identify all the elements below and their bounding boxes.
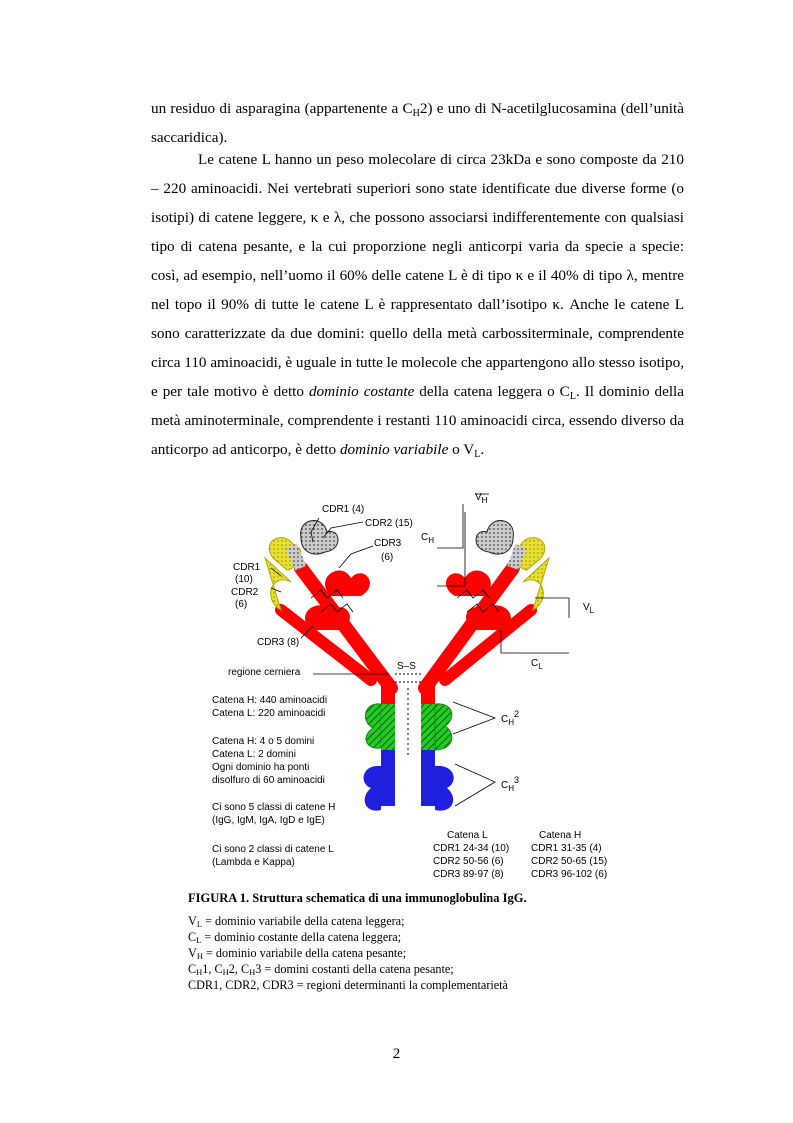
igg-figure xyxy=(201,488,633,884)
p1-text-b: 2) e uno di N-acetilglucosamina (dell’unità saccaridica). xyxy=(151,100,684,146)
table-cell: CDR1 24-34 (10) xyxy=(433,843,510,854)
igg-diagram xyxy=(201,488,633,884)
label-ch: $C_H$ xyxy=(421,532,435,545)
p2-text-a: Le catene L hanno un peso molecolare di circa 23kDa e sono composte da 210 – 220 aminoacidi. Nei vertebrati superiori sono state identificate due diverse forme (o isotipi) di catene leggere, κ e λ, che possono associarsi indifferentemente con qualsiasi tipo di catena pesante, e la cui proporzione negli anticorpi varia da specie a specie: così, ad esempio, nell’uomo il 60% delle catene L è di tipo κ e il 40% di tipo λ, mentre nel topo il 90% di tutte le catene L è rappresentato dall’isotipo κ. Anche le catene L sono caratterizzate da due domini: quello della metà carbossiterminale, comprendente circa 110 aminoacidi, è uguale in tutte le molecole che appartengono allo stesso isotipo, e per tale motivo è detto xyxy=(151,151,684,400)
table-cell: CDR2 50-56 (6) xyxy=(433,856,504,867)
note-line: Ci sono 5 classi di catene H xyxy=(212,802,336,813)
label-ch3: $C_H3$ xyxy=(501,775,520,793)
note-line: (IgG, IgM, IgA, IgD e IgE) xyxy=(212,815,325,826)
label-vl: $V_L$ xyxy=(583,602,595,615)
table-cell: CDR3 89-97 (8) xyxy=(433,869,504,880)
label-cdr1-top: CDR1 (4) xyxy=(322,504,365,515)
label-cdr2-top: CDR2 (15) xyxy=(365,518,413,529)
note-line: Ci sono 2 classi di catene L xyxy=(212,844,334,855)
legend-line: $V_H$ = dominio variabile della catena pesante; xyxy=(188,946,407,961)
table-header-l: Catena L xyxy=(447,830,488,841)
label-cdr1-left-n: (10) xyxy=(235,574,253,585)
legend-line: CDR1, CDR2, CDR3 = regioni determinanti la complementarietà xyxy=(188,978,508,992)
note-line: Catena L: 2 domini xyxy=(212,749,296,760)
table-cell: CDR3 96-102 (6) xyxy=(531,869,608,880)
legend-line: $C_L$ = dominio costante della catena leggera; xyxy=(188,930,402,945)
paragraph-2 xyxy=(151,145,684,464)
table-cell: CDR1 31-35 (4) xyxy=(531,843,602,854)
table-header-h: Catena H xyxy=(539,830,582,841)
label-cdr2-left-n: (6) xyxy=(235,599,248,610)
legend-line: $C_H1$, $C_H2$, $C_H3 = domini$ costanti della catena pesante; xyxy=(188,962,454,977)
p1-subscript: H xyxy=(412,108,420,119)
note-line: Catena H: 440 aminoacidi xyxy=(212,695,328,706)
paragraph-1 xyxy=(151,94,684,152)
label-cdr3-top-n: (6) xyxy=(381,552,394,563)
ss-label: S–S xyxy=(397,661,416,672)
page-number: 2 xyxy=(392,1046,401,1062)
table-cell: CDR2 50-65 (15) xyxy=(531,856,608,867)
cdr-table xyxy=(433,830,607,880)
p2-text-d: o V xyxy=(448,441,475,458)
diagram-labels xyxy=(228,492,595,793)
p2-text-c: . Il dominio della metà aminoterminale, comprendente i restanti 110 aminoacidi circa, essendo diverso da anticorpo ad anticorpo, è detto xyxy=(151,383,685,458)
label-cl: $C_L$ xyxy=(531,658,543,671)
label-vh: $V_H$ xyxy=(475,492,488,505)
label-cdr3-top: CDR3 xyxy=(374,538,402,549)
p2-text-e: . xyxy=(480,441,485,458)
note-line: (Lambda e Kappa) xyxy=(212,857,295,868)
note-line: Catena L: 220 aminoacidi xyxy=(212,708,326,719)
label-ch2: $C_H2$ xyxy=(501,709,520,727)
note-line: disolfuro di 60 aminoacidi xyxy=(212,775,325,786)
legend-line: $V_L$ = dominio variabile della catena leggera; xyxy=(188,914,405,929)
note-line: Catena H: 4 o 5 domini xyxy=(212,736,315,747)
p2-em-dominio-costante: dominio costante xyxy=(308,383,415,400)
label-hinge: regione cerniera xyxy=(228,667,301,678)
p2-subscript-2: L xyxy=(474,449,481,460)
label-cdr1-left: CDR1 xyxy=(233,562,261,573)
label-cdr3-left: CDR3 (8) xyxy=(257,637,300,648)
figure-legend xyxy=(188,913,508,993)
left-fab-arm xyxy=(265,521,394,688)
p2-subscript-1: L xyxy=(569,391,576,402)
disulfide-hinge xyxy=(395,661,421,758)
figure-caption: FIGURA 1. Struttura schematica di una immunoglobulina IgG. xyxy=(188,891,527,905)
label-cdr2-left: CDR2 xyxy=(231,587,259,598)
p2-text-b: della catena leggera o C xyxy=(414,383,570,400)
figure-notes xyxy=(212,695,335,868)
p2-em-dominio-variabile: dominio variabile xyxy=(339,441,449,458)
p1-text-a: un residuo di asparagina (appartenente a C xyxy=(151,100,413,117)
note-line: Ogni dominio ha ponti xyxy=(212,762,310,773)
heavy-chain-stem xyxy=(364,686,454,811)
